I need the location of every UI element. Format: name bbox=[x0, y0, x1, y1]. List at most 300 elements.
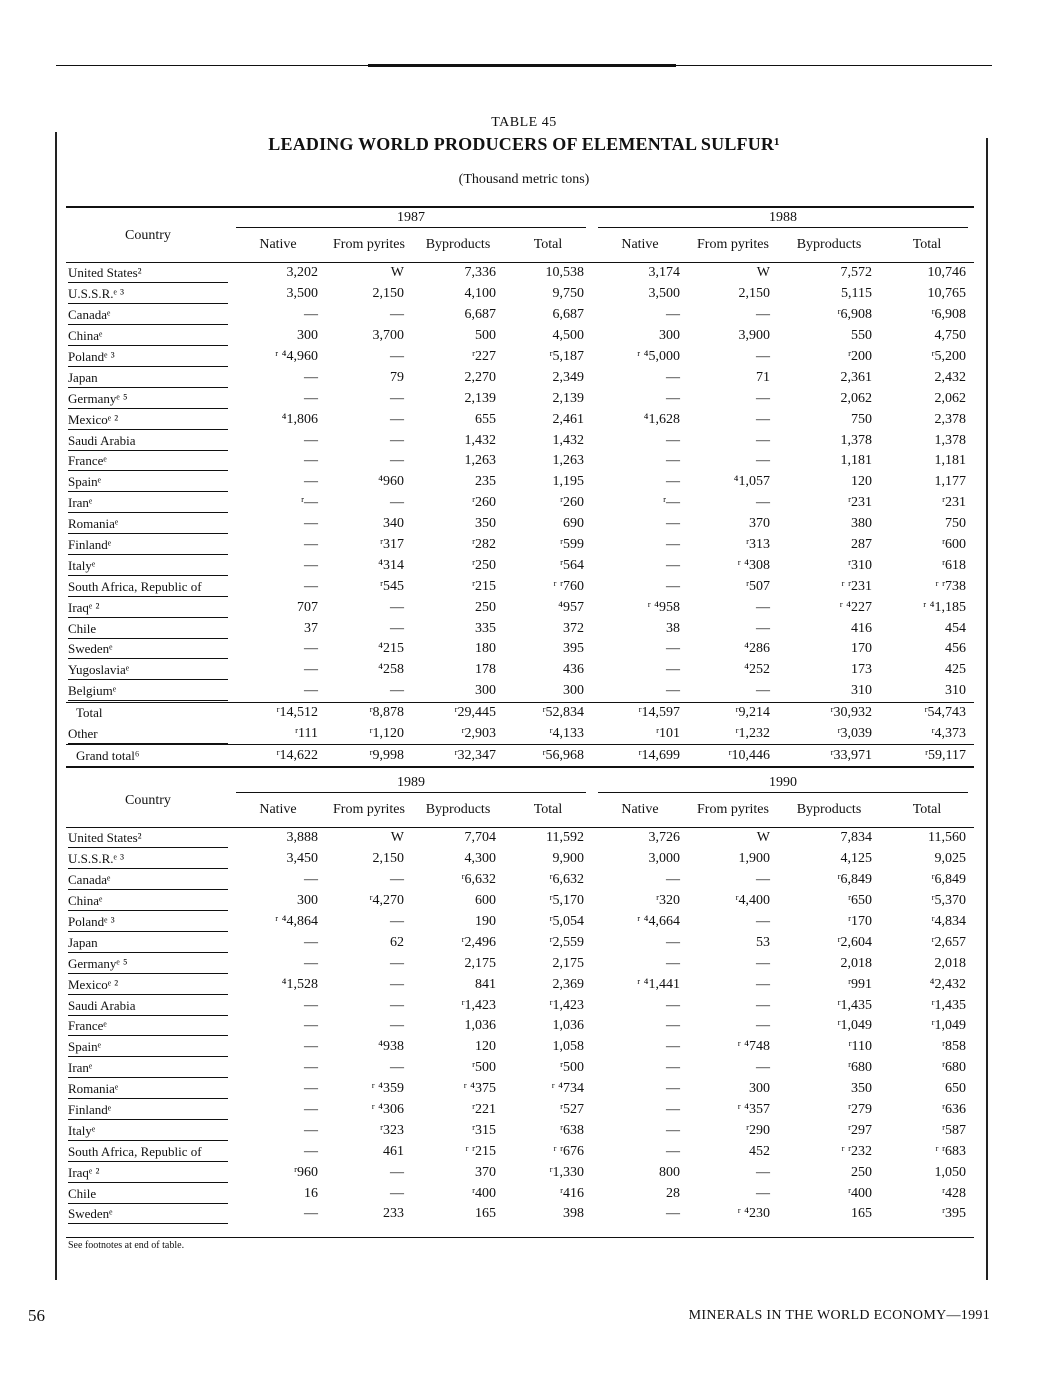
value-cell: 310 bbox=[945, 683, 966, 699]
table-row bbox=[66, 284, 974, 305]
value-cell: ʳ ʳ231 bbox=[841, 578, 872, 594]
country-name: Chinaᵉ bbox=[68, 327, 228, 346]
value-cell: 3,174 bbox=[648, 265, 680, 281]
country-cell bbox=[66, 681, 230, 702]
value-cell: 2,349 bbox=[552, 369, 584, 385]
table-row bbox=[66, 555, 974, 576]
country-name: Finlandᵉ bbox=[68, 1101, 228, 1120]
byproducts-header: Byproducts bbox=[412, 228, 504, 263]
table-row bbox=[66, 681, 974, 702]
column-header-row bbox=[66, 793, 974, 828]
value-cell: 600 bbox=[475, 893, 496, 909]
value-cell: ʳ231 bbox=[941, 495, 966, 511]
value-cell: ʳ110 bbox=[848, 1039, 872, 1055]
value-cell: — bbox=[390, 390, 404, 406]
country-cell bbox=[66, 1016, 230, 1037]
value-cell: ʳ1,435 bbox=[837, 997, 872, 1013]
value-cell: ʳ ⁴748 bbox=[737, 1039, 770, 1055]
country-name: Finlandᵉ bbox=[68, 536, 228, 555]
value-cell: 4,500 bbox=[552, 328, 584, 344]
value-cell: — bbox=[666, 537, 680, 553]
value-cell: — bbox=[666, 1039, 680, 1055]
value-cell: ⁴1,528 bbox=[281, 976, 318, 992]
value-cell: 6,687 bbox=[552, 307, 584, 323]
value-cell: ʳ317 bbox=[379, 537, 404, 553]
country-cell bbox=[66, 305, 230, 326]
value-cell: — bbox=[304, 872, 318, 888]
country-cell bbox=[66, 576, 230, 597]
country-name: Italyᵉ bbox=[68, 1122, 228, 1141]
value-cell: 3,726 bbox=[648, 830, 680, 846]
table-row bbox=[66, 1162, 974, 1183]
value-cell: — bbox=[390, 955, 404, 971]
value-cell: 1,195 bbox=[552, 474, 584, 490]
table-row bbox=[66, 388, 974, 409]
value-cell: — bbox=[666, 1018, 680, 1034]
country-name: Belgiumᵉ bbox=[68, 682, 228, 701]
country-name: Spainᵉ bbox=[68, 1038, 228, 1057]
country-cell bbox=[66, 660, 230, 681]
country-cell bbox=[66, 974, 230, 995]
value-cell: ʳ9,998 bbox=[326, 745, 412, 767]
value-cell: 165 bbox=[851, 1206, 872, 1222]
value-cell: — bbox=[666, 1122, 680, 1138]
value-cell: ʳ507 bbox=[745, 578, 770, 594]
value-cell: 370 bbox=[749, 516, 770, 532]
value-cell: 380 bbox=[851, 516, 872, 532]
value-cell: ʳ680 bbox=[941, 1060, 966, 1076]
value-cell: 300 bbox=[297, 328, 318, 344]
table-row bbox=[66, 430, 974, 451]
value-cell: ʳ ʳ760 bbox=[553, 578, 584, 594]
value-cell: 2,139 bbox=[464, 390, 496, 406]
table-row bbox=[66, 1204, 974, 1225]
value-cell: ʳ1,330 bbox=[549, 1164, 584, 1180]
table-row bbox=[66, 870, 974, 891]
value-cell: 4,100 bbox=[464, 286, 496, 302]
table-row bbox=[66, 263, 974, 284]
value-cell: — bbox=[666, 641, 680, 657]
country-name: Canadaᵉ bbox=[68, 306, 228, 325]
value-cell: 71 bbox=[756, 369, 770, 385]
value-cell: ⁴957 bbox=[558, 599, 584, 615]
value-cell: — bbox=[304, 516, 318, 532]
value-cell: 425 bbox=[945, 662, 966, 678]
value-cell: ʳ297 bbox=[847, 1122, 872, 1138]
value-cell: 500 bbox=[475, 328, 496, 344]
value-cell: ʳ ⁴5,000 bbox=[637, 349, 680, 364]
value-cell: — bbox=[756, 307, 770, 323]
value-cell: ʳ500 bbox=[559, 1060, 584, 1076]
value-cell: ʳ56,968 bbox=[504, 745, 592, 767]
table-row bbox=[66, 1183, 974, 1204]
value-cell: ʳ ʳ683 bbox=[935, 1143, 966, 1159]
value-cell: ʳ ʳ232 bbox=[841, 1143, 872, 1159]
value-cell: — bbox=[390, 976, 404, 992]
value-cell: ʳ29,445 bbox=[412, 702, 504, 723]
value-cell: 3,500 bbox=[648, 286, 680, 302]
country-cell bbox=[66, 953, 230, 974]
table-row bbox=[66, 912, 974, 933]
value-cell: — bbox=[304, 537, 318, 553]
value-cell: — bbox=[390, 1185, 404, 1201]
country-name: Chinaᵉ bbox=[68, 892, 228, 911]
value-cell: 1,432 bbox=[464, 432, 496, 448]
value-cell: 1,036 bbox=[552, 1018, 584, 1034]
value-cell: ʳ2,559 bbox=[549, 934, 584, 950]
value-cell: 454 bbox=[945, 620, 966, 636]
value-cell: ʳ2,903 bbox=[461, 726, 496, 742]
country-cell bbox=[66, 849, 230, 870]
value-cell: ʳ1,232 bbox=[735, 726, 770, 742]
value-cell: ʳ215 bbox=[471, 578, 496, 594]
production-table-1987-1988 bbox=[66, 208, 974, 768]
value-cell: — bbox=[304, 683, 318, 699]
value-cell: 300 bbox=[659, 328, 680, 344]
value-cell: 2,461 bbox=[552, 411, 584, 427]
country-cell bbox=[66, 1037, 230, 1058]
country-name: Italyᵉ bbox=[68, 557, 228, 576]
value-cell: 395 bbox=[563, 641, 584, 657]
country-name: Japan bbox=[68, 934, 228, 953]
value-cell: 436 bbox=[563, 662, 584, 678]
value-cell: ʳ6,632 bbox=[461, 872, 496, 888]
value-cell: — bbox=[304, 557, 318, 573]
value-cell: ʳ59,117 bbox=[880, 745, 974, 767]
value-cell: — bbox=[666, 1206, 680, 1222]
value-cell: ʳ400 bbox=[847, 1185, 872, 1201]
table-row bbox=[66, 472, 974, 493]
value-cell: ʳ991 bbox=[847, 976, 872, 992]
value-cell: 690 bbox=[563, 516, 584, 532]
value-cell: ʳ111 bbox=[294, 726, 318, 742]
value-cell: ʳ2,657 bbox=[931, 934, 966, 950]
value-cell: ʳ960 bbox=[293, 1164, 318, 1180]
value-cell: — bbox=[304, 432, 318, 448]
value-cell: — bbox=[304, 1143, 318, 1159]
value-cell: ʳ ⁴1,441 bbox=[637, 976, 680, 992]
value-cell: — bbox=[756, 1164, 770, 1180]
value-cell: ʳ2,604 bbox=[837, 934, 872, 950]
value-cell: ʳ395 bbox=[941, 1206, 966, 1222]
value-cell: 10,538 bbox=[545, 265, 584, 281]
total-header: Total bbox=[880, 793, 974, 828]
country-cell: Grand total⁶ bbox=[66, 745, 230, 767]
value-cell: — bbox=[756, 683, 770, 699]
value-cell: 120 bbox=[475, 1039, 496, 1055]
value-cell: 300 bbox=[297, 893, 318, 909]
value-cell: — bbox=[304, 1081, 318, 1097]
country-cell bbox=[66, 388, 230, 409]
country-name: U.S.S.R.ᵉ ³ bbox=[68, 850, 228, 869]
value-cell: — bbox=[390, 411, 404, 427]
value-cell: 1,181 bbox=[840, 453, 872, 469]
value-cell: ʳ ʳ215 bbox=[465, 1143, 496, 1159]
value-cell: — bbox=[756, 872, 770, 888]
value-cell: — bbox=[390, 1018, 404, 1034]
value-cell: — bbox=[756, 390, 770, 406]
value-cell: 79 bbox=[390, 369, 404, 385]
value-cell: — bbox=[390, 307, 404, 323]
value-cell: 3,202 bbox=[286, 265, 318, 281]
value-cell: ⁴286 bbox=[744, 641, 770, 657]
value-cell: 655 bbox=[475, 411, 496, 427]
country-name: Polandᵉ ³ bbox=[68, 348, 228, 367]
value-cell: ʳ8,878 bbox=[326, 702, 412, 723]
value-cell: — bbox=[756, 599, 770, 615]
table-row bbox=[66, 1120, 974, 1141]
value-cell: — bbox=[304, 1018, 318, 1034]
value-cell: ʳ500 bbox=[471, 1060, 496, 1076]
value-cell: ʳ2,496 bbox=[461, 934, 496, 950]
value-cell: 10,765 bbox=[927, 286, 966, 302]
value-cell: 1,050 bbox=[934, 1164, 966, 1180]
value-cell: — bbox=[666, 872, 680, 888]
value-cell: 300 bbox=[475, 683, 496, 699]
value-cell: ʳ30,932 bbox=[778, 702, 880, 723]
value-cell: — bbox=[390, 683, 404, 699]
value-cell: ʳ260 bbox=[559, 495, 584, 511]
value-cell: ʳ282 bbox=[471, 537, 496, 553]
value-cell: W bbox=[756, 265, 770, 281]
country-cell bbox=[66, 1100, 230, 1121]
country-cell bbox=[66, 1204, 230, 1225]
value-cell: ʳ ⁴1,185 bbox=[923, 599, 966, 615]
byproducts-header: Byproducts bbox=[778, 793, 880, 828]
value-cell: ʳ279 bbox=[847, 1102, 872, 1118]
value-cell: ⁴252 bbox=[744, 662, 770, 678]
value-cell: ʳ1,423 bbox=[549, 997, 584, 1013]
value-cell: ʳ618 bbox=[941, 557, 966, 573]
country-name: Swedenᵉ bbox=[68, 640, 228, 659]
country-name: United States² bbox=[68, 829, 228, 848]
value-cell: — bbox=[756, 1018, 770, 1034]
footnote-reference: See footnotes at end of table. bbox=[68, 1240, 185, 1251]
country-name: Saudi Arabia bbox=[68, 997, 228, 1016]
table-row bbox=[66, 953, 974, 974]
value-cell: ʳ6,908 bbox=[931, 307, 966, 323]
value-cell: ʳ52,834 bbox=[504, 702, 592, 723]
value-cell: 3,900 bbox=[738, 328, 770, 344]
value-cell: 398 bbox=[563, 1206, 584, 1222]
value-cell: 300 bbox=[563, 683, 584, 699]
value-cell: ʳ14,699 bbox=[592, 745, 688, 767]
value-cell: — bbox=[666, 474, 680, 490]
value-cell: — bbox=[390, 432, 404, 448]
value-cell: 456 bbox=[945, 641, 966, 657]
value-cell: ʳ1,423 bbox=[461, 997, 496, 1013]
country-name: Franceᵉ bbox=[68, 452, 228, 471]
value-cell: 1,263 bbox=[464, 453, 496, 469]
value-cell: 1,378 bbox=[840, 432, 872, 448]
value-cell: ʳ ʳ676 bbox=[553, 1143, 584, 1159]
table-row bbox=[66, 326, 974, 347]
value-cell: — bbox=[666, 432, 680, 448]
value-cell: 3,888 bbox=[286, 830, 318, 846]
table-body-1989-1990 bbox=[66, 828, 974, 1225]
value-cell: 1,378 bbox=[934, 432, 966, 448]
country-cell bbox=[66, 912, 230, 933]
table-row bbox=[66, 828, 974, 849]
country-name: Franceᵉ bbox=[68, 1017, 228, 1036]
value-cell: 4,125 bbox=[840, 851, 872, 867]
pyrites-header: From pyrites bbox=[326, 228, 412, 263]
value-cell: — bbox=[304, 641, 318, 657]
value-cell: — bbox=[666, 955, 680, 971]
value-cell: 2,018 bbox=[840, 955, 872, 971]
byproducts-header: Byproducts bbox=[778, 228, 880, 263]
country-name: Yugoslaviaᵉ bbox=[68, 661, 228, 680]
value-cell: — bbox=[666, 1081, 680, 1097]
value-cell: — bbox=[304, 662, 318, 678]
country-cell bbox=[66, 263, 230, 284]
native-header: Native bbox=[230, 793, 326, 828]
country-name: Romaniaᵉ bbox=[68, 515, 228, 534]
value-cell: 350 bbox=[851, 1081, 872, 1097]
value-cell: ʳ6,632 bbox=[549, 872, 584, 888]
page-number: 56 bbox=[28, 1306, 45, 1325]
country-name: Canadaᵉ bbox=[68, 871, 228, 890]
country-name: U.S.S.R.ᵉ ³ bbox=[68, 285, 228, 304]
value-cell: ʳ14,597 bbox=[592, 702, 688, 723]
value-cell: — bbox=[304, 453, 318, 469]
value-cell: 11,560 bbox=[928, 830, 966, 846]
production-table-1989-1990 bbox=[66, 773, 974, 1225]
value-cell: 287 bbox=[851, 537, 872, 553]
value-cell: 461 bbox=[383, 1143, 404, 1159]
value-cell: ʳ6,849 bbox=[837, 872, 872, 888]
value-cell: — bbox=[666, 369, 680, 385]
value-cell: — bbox=[304, 1039, 318, 1055]
value-cell: ʳ1,049 bbox=[837, 1018, 872, 1034]
year-header-row bbox=[66, 208, 974, 228]
left-margin-rule bbox=[55, 132, 57, 1280]
total-header: Total bbox=[504, 793, 592, 828]
value-cell: 2,432 bbox=[934, 369, 966, 385]
value-cell: — bbox=[756, 432, 770, 448]
unit-note: (Thousand metric tons) bbox=[458, 172, 590, 187]
value-cell: 120 bbox=[851, 474, 872, 490]
top-rule-thick bbox=[368, 64, 676, 67]
value-cell: — bbox=[756, 453, 770, 469]
country-name: South Africa, Republic of bbox=[68, 1143, 228, 1162]
value-cell: 10,746 bbox=[927, 265, 966, 281]
value-cell: 1,036 bbox=[464, 1018, 496, 1034]
value-cell: — bbox=[666, 578, 680, 594]
value-cell: — bbox=[756, 620, 770, 636]
country-cell bbox=[66, 535, 230, 556]
value-cell: ʳ4,373 bbox=[931, 726, 966, 742]
country-cell bbox=[66, 1183, 230, 1204]
value-cell: ʳ227 bbox=[471, 349, 496, 364]
value-cell: ʳ250 bbox=[471, 557, 496, 573]
value-cell: 550 bbox=[851, 328, 872, 344]
value-cell: ʳ1,435 bbox=[931, 997, 966, 1013]
country-cell bbox=[66, 891, 230, 912]
country-cell: Total bbox=[66, 702, 230, 723]
value-cell: ʳ5,187 bbox=[549, 349, 584, 364]
value-cell: — bbox=[666, 662, 680, 678]
value-cell: ⁴314 bbox=[378, 557, 404, 573]
value-cell: — bbox=[756, 411, 770, 427]
country-name: Germanyᵉ ⁵ bbox=[68, 390, 228, 409]
value-cell: 340 bbox=[383, 516, 404, 532]
country-cell bbox=[66, 409, 230, 430]
value-cell: — bbox=[666, 683, 680, 699]
value-cell: ʳ231 bbox=[847, 495, 872, 511]
value-cell: 7,834 bbox=[840, 830, 872, 846]
value-cell: ʳ564 bbox=[559, 557, 584, 573]
value-cell: ʳ— bbox=[300, 495, 318, 511]
value-cell: ⁴938 bbox=[378, 1039, 404, 1055]
country-cell bbox=[66, 639, 230, 660]
pyrites-header: From pyrites bbox=[688, 793, 778, 828]
value-cell: 2,150 bbox=[372, 851, 404, 867]
value-cell: — bbox=[756, 495, 770, 511]
country-cell bbox=[66, 555, 230, 576]
value-cell: ʳ10,446 bbox=[688, 745, 778, 767]
value-cell: 2,369 bbox=[552, 976, 584, 992]
value-cell: 9,900 bbox=[552, 851, 584, 867]
value-cell: 370 bbox=[475, 1164, 496, 1180]
value-cell: 372 bbox=[563, 620, 584, 636]
value-cell: — bbox=[390, 1164, 404, 1180]
value-cell: 800 bbox=[659, 1164, 680, 1180]
total-header: Total bbox=[504, 228, 592, 263]
value-cell: ʳ ⁴230 bbox=[737, 1206, 770, 1222]
value-cell: ʳ599 bbox=[559, 537, 584, 553]
value-cell: 350 bbox=[475, 516, 496, 532]
value-cell: — bbox=[304, 1206, 318, 1222]
value-cell: ʳ ⁴227 bbox=[839, 599, 872, 615]
value-cell: 173 bbox=[851, 662, 872, 678]
value-cell: — bbox=[304, 307, 318, 323]
value-cell: 2,175 bbox=[552, 955, 584, 971]
value-cell: ʳ ⁴734 bbox=[551, 1081, 584, 1097]
value-cell: — bbox=[756, 1060, 770, 1076]
table-row bbox=[66, 576, 974, 597]
value-cell: — bbox=[304, 955, 318, 971]
value-cell: ⁴215 bbox=[378, 641, 404, 657]
value-cell: — bbox=[756, 955, 770, 971]
value-cell: 750 bbox=[945, 516, 966, 532]
value-cell: ʳ313 bbox=[745, 537, 770, 553]
table-row bbox=[66, 974, 974, 995]
country-cell bbox=[66, 870, 230, 891]
country-name: Iraqᵉ ² bbox=[68, 599, 228, 618]
value-cell: — bbox=[666, 1060, 680, 1076]
value-cell: — bbox=[390, 914, 404, 929]
country-cell bbox=[66, 597, 230, 618]
country-cell bbox=[66, 995, 230, 1016]
value-cell: — bbox=[390, 453, 404, 469]
value-cell: 7,336 bbox=[464, 265, 496, 281]
value-cell: ⁴258 bbox=[378, 662, 404, 678]
value-cell: ⁴1,806 bbox=[281, 411, 318, 427]
value-cell: ʳ315 bbox=[471, 1122, 496, 1138]
table-row bbox=[66, 347, 974, 368]
value-cell: ʳ54,743 bbox=[880, 702, 974, 723]
country-cell bbox=[66, 326, 230, 347]
value-cell: ʳ6,849 bbox=[931, 872, 966, 888]
value-cell: 650 bbox=[945, 1081, 966, 1097]
table-row bbox=[66, 514, 974, 535]
country-name: Chile bbox=[68, 620, 228, 639]
table-row bbox=[66, 849, 974, 870]
value-cell: ⁴1,057 bbox=[733, 474, 770, 490]
native-header: Native bbox=[592, 228, 688, 263]
value-cell: 7,704 bbox=[464, 830, 496, 846]
